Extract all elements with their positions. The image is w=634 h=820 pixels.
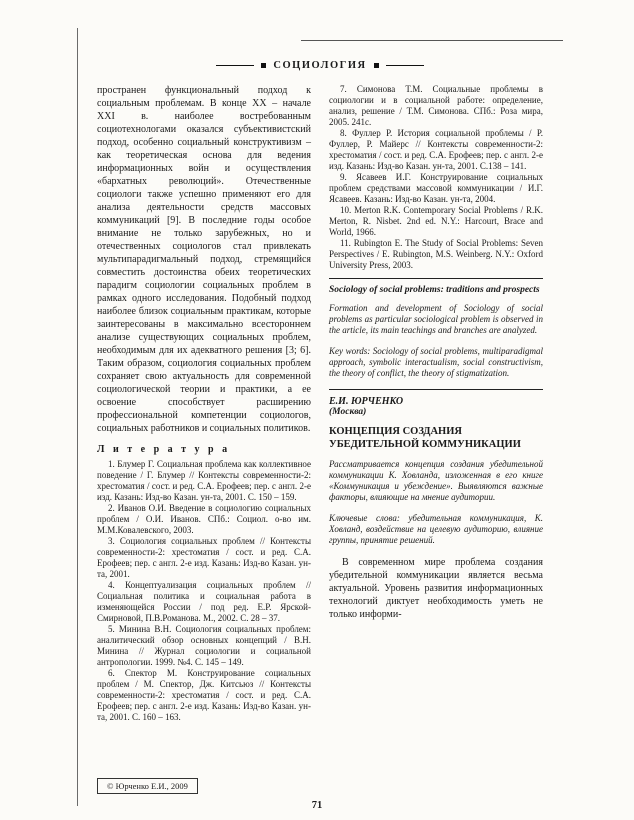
reference-item: 6. Спектор М. Конструирование социальных проблем / М. Спектор, Дж. Китсьюз // Контексты современности-2: хрестоматия / сост. и ред. С.А. Ерофеев; пер. с англ. 2-е изд. Казань: Изд-во Казан. ун-та, 2001. С. 160 – 163. xyxy=(97,668,311,722)
article-divider xyxy=(329,389,543,390)
copyright-notice: © Юрченко Е.И., 2009 xyxy=(97,778,198,794)
reference-item: 7. Симонова Т.М. Социальные проблемы в социологии и в социальной работе: определение, анализ, решение / Т.М. Симонова. СПб.: Роза мира, 2005. 241с. xyxy=(329,84,543,127)
english-keywords: Key words: Sociology of social problems, multiparadigmal approach, symbolic interactualism, social constructivism, the theory of conflict, the theory of stigmatization. xyxy=(329,345,543,378)
article-author: Е.И. ЮРЧЕНКО xyxy=(329,395,404,407)
reference-item: 3. Социология социальных проблем // Контексты современности-2: хрестоматия / сост. и ред. С.А. Ерофеев; пер. с англ. 2-е изд. Казань: Изд-во Казан. ун-та, 2001. xyxy=(97,536,311,579)
header-square-right-icon xyxy=(374,63,379,68)
header-rule-left xyxy=(216,65,254,66)
reference-item: 4. Концептуализация социальных проблем // Социальная политика и социальная работа в изменяющейся России / под ред. Е.Р. Ярской-Смирновой, П.В.Романова. М., 2002. С. 28 – 37. xyxy=(97,580,311,623)
right-column xyxy=(329,84,543,723)
literature-heading: Л и т е р а т у р а xyxy=(97,444,231,455)
english-abstract-text: Formation and development of Sociology of social problems as particular sociological problem is observed in the article, its main teachings and branches are analyzed. xyxy=(329,302,543,335)
left-column xyxy=(97,84,311,723)
article-continuation-text: пространен функциональный подход к социальным проблемам. В конце XX – начале XXI в. наиболее востребованным социотехнологами оказался субъективистский подход, особенно социальный конструктивизм – как теоретическая основа для ведения информационных войн и осуществления «бархатных революций». Отечественные социологи также успешно применяют его для анализа деятельности средств массовых коммуникаций [9]. В последние годы особое внимание не только зарубежных, но и отечественных социологов стал привлекать мультипарадигмальный подход, стремящийся совместить достоинства обеих теоретических парадигм социологии социальных проблем в рамках одного исследования. Подобный подход наиболее близок социальным практикам, которые заинтересованы в максимально всестороннем анализе существующих социальных проблем, необходимым для их адекватного решения [3; 6]. Таким образом, социология социальных проблем сохраняет свою актуальность для современной социологической теории и практики, а ее освоение способствует расширению профессиональной компетенции социологов, социальных работников и социальных политиков. xyxy=(97,85,311,434)
header-rule-right xyxy=(386,65,424,66)
reference-item: 9. Ясавеев И.Г. Конструирование социальных проблем средствами массовой коммуникации / И.Г. Ясавеев. Казань: Изд-во Казан. ун-та, 2004. xyxy=(329,172,543,204)
two-column-layout xyxy=(97,84,543,723)
reference-item: 5. Минина В.Н. Социология социальных проблем: аналитический обзор основных концепций / В.Н. Минина // Журнал социологии и социальной антропологии. 1999. №4. С. 145 – 149. xyxy=(97,624,311,667)
article-abstract: Рассматривается концепция создания убедительной коммуникации К. Ховланда, изложенная в его книге «Коммуникация и убеждение». Выявляются важные факторы, влияющие на мнение аудитории. xyxy=(329,458,543,502)
section-title: СОЦИОЛОГИЯ xyxy=(273,60,367,71)
header-square-left-icon xyxy=(261,63,266,68)
article-keywords: Ключевые слова: убедительная коммуникация, К. Ховланд, воздействие на целевую аудиторию, влияние группы, принятие решений. xyxy=(329,512,543,545)
section-header xyxy=(97,60,543,71)
reference-item: 8. Фуллер Р. История социальной проблемы / Р. Фуллер, Р. Майерс // Контексты современности-2: хрестоматия / сост. и ред. С.А. Ерофеев; пер. с англ. 2-е изд. Казань: Изд-во Казан. ун-та, 2001. С.138 – 141. xyxy=(329,128,543,171)
page-number: 71 xyxy=(311,800,323,811)
section-divider xyxy=(329,278,543,279)
article-author-location: (Москва) xyxy=(329,406,367,417)
scan-top-rule xyxy=(301,40,563,41)
scan-edge-line xyxy=(77,28,78,806)
article-title: КОНЦЕПЦИЯ СОЗДАНИЯ УБЕДИТЕЛЬНОЙ КОММУНИКАЦИИ xyxy=(329,425,521,450)
reference-item: 11. Rubington E. The Study of Social Problems: Seven Perspectives / E. Rubington, M.S. Weinberg. N.Y.: Oxford University Press, 2003. xyxy=(329,238,543,270)
reference-item: 2. Иванов О.И. Введение в социологию социальных проблем / О.И. Иванов. СПб.: Социол. о-во им. М.М.Ковалевского, 2003. xyxy=(97,503,311,535)
reference-item: 10. Merton R.K. Contemporary Social Problems / R.K. Merton, R. Nisbet. 2nd ed. N.Y.: Harcourt, Brace and World, 1966. xyxy=(329,205,543,237)
reference-item: 1. Блумер Г. Социальная проблема как коллективное поведение / Г. Блумер // Контексты современности-2: хрестоматия / сост. и ред. С.А. Ерофеев; пер. с англ. 2-е изд. Казань: Изд-во Казан. ун-та, 2001. С. 150 – 159. xyxy=(97,459,311,502)
article-body-text: В современном мире проблема создания убедительной коммуникации является весьма актуальной. Уровень развития информационных технологий диктует необходимость уметь не только информи- xyxy=(329,556,543,620)
english-abstract-title: Sociology of social problems: traditions and prospects xyxy=(329,285,540,295)
